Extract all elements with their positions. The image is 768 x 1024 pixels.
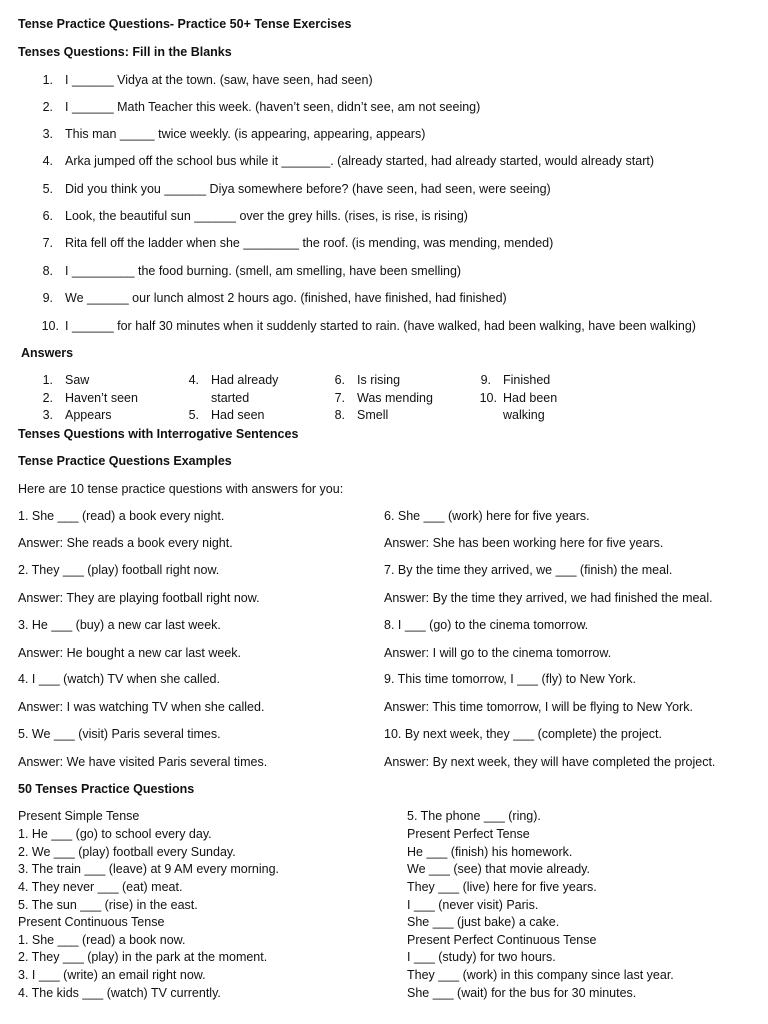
answer-text: Had seen (211, 408, 265, 422)
answer-text: Smell (357, 408, 389, 422)
item-number: 9. (42, 291, 53, 305)
item-text: Rita fell off the ladder when she ________ the roof. (is mending, was mending, mended) (65, 236, 554, 250)
item-number: 1. (42, 73, 53, 87)
list-item: 4. The kids ___ (watch) TV currently. (18, 986, 221, 1000)
item-number: 2. (42, 100, 53, 114)
answer-line: Answer: We have visited Paris several times. (18, 755, 268, 769)
answer-number: 10. (479, 391, 497, 405)
question-line: 10. By next week, they ___ (complete) the project. (384, 727, 662, 741)
answer-line: Answer: I will go to the cinema tomorrow. (384, 646, 612, 660)
item-text: Look, the beautiful sun ______ over the grey hills. (rises, is rise, is rising) (65, 209, 468, 223)
answer-number: 3. (42, 408, 53, 422)
answer-line: Answer: This time tomorrow, I will be flying to New York. (384, 700, 693, 714)
question-line: 8. I ___ (go) to the cinema tomorrow. (384, 618, 589, 632)
answers-heading: Answers (21, 346, 74, 360)
list-item: 2. We ___ (play) football every Sunday. (18, 845, 236, 859)
list-item: 4. They never ___ (eat) meat. (18, 880, 183, 894)
list-item: They ___ (live) here for five years. (407, 880, 597, 894)
tense-subheading: Present Simple Tense (18, 809, 140, 823)
item-text: I _________ the food burning. (smell, am smelling, have been smelling) (65, 264, 462, 278)
answer-line: Answer: She reads a book every night. (18, 536, 233, 550)
answer-line: Answer: He bought a new car last week. (18, 646, 242, 660)
list-item: They ___ (work) in this company since last year. (407, 968, 674, 982)
answer-text: Is rising (357, 373, 401, 387)
answer-number: 4. (188, 373, 199, 387)
section-heading-interrogative: Tenses Questions with Interrogative Sentences (18, 427, 299, 441)
question-line: 2. They ___ (play) football right now. (18, 563, 220, 577)
item-text: I ______ for half 30 minutes when it suddenly started to rain. (have walked, had been walking, have been walking) (65, 319, 696, 333)
answer-text: Appears (65, 408, 112, 422)
item-text: Did you think you ______ Diya somewhere before? (have seen, had seen, were seeing) (65, 182, 551, 196)
answer-text: Haven’t seen (65, 391, 138, 405)
list-item: 1. She ___ (read) a book now. (18, 933, 186, 947)
answer-number: 9. (480, 373, 491, 387)
list-item: She ___ (just bake) a cake. (407, 915, 560, 929)
section-heading-50-tenses: 50 Tenses Practice Questions (18, 782, 195, 796)
item-number: 5. (42, 182, 53, 196)
question-line: 6. She ___ (work) here for five years. (384, 509, 590, 523)
question-line: 1. She ___ (read) a book every night. (18, 509, 225, 523)
item-number: 8. (42, 264, 53, 278)
item-text: This man _____ twice weekly. (is appearing, appearing, appears) (65, 127, 426, 141)
answer-text: Finished (503, 373, 551, 387)
answer-text: started (211, 391, 250, 405)
question-line: 5. We ___ (visit) Paris several times. (18, 727, 221, 741)
item-text: I ______ Math Teacher this week. (haven’t seen, didn’t see, am not seeing) (65, 100, 481, 114)
list-item: 1. He ___ (go) to school every day. (18, 827, 212, 841)
question-line: 3. He ___ (buy) a new car last week. (18, 618, 221, 632)
list-item: 2. They ___ (play) in the park at the moment. (18, 950, 268, 964)
item-text: We ______ our lunch almost 2 hours ago. (finished, have finished, had finished) (65, 291, 507, 305)
list-item: 3. I ___ (write) an email right now. (18, 968, 206, 982)
item-number: 4. (42, 154, 53, 168)
question-line: 4. I ___ (watch) TV when she called. (18, 672, 220, 686)
list-item: 5. The phone ___ (ring). (407, 809, 541, 823)
list-item: I ___ (never visit) Paris. (407, 898, 539, 912)
answer-text: Was mending (357, 391, 433, 405)
section-subheading-examples: Tense Practice Questions Examples (18, 454, 232, 468)
page-title: Tense Practice Questions- Practice 50+ Tense Exercises (18, 17, 352, 31)
item-text: I ______ Vidya at the town. (saw, have seen, had seen) (65, 73, 373, 87)
answer-number: 7. (334, 391, 345, 405)
item-number: 10. (41, 319, 59, 333)
answer-text: walking (503, 408, 545, 422)
list-item: 3. The train ___ (leave) at 9 AM every morning. (18, 862, 280, 876)
answer-line: Answer: She has been working here for five years. (384, 536, 664, 550)
answer-number: 6. (334, 373, 345, 387)
answer-line: Answer: By the time they arrived, we had finished the meal. (384, 591, 713, 605)
item-number: 7. (42, 236, 53, 250)
list-item: He ___ (finish) his homework. (407, 845, 573, 859)
tense-subheading: Present Perfect Tense (407, 827, 530, 841)
answer-text: Had already (211, 373, 279, 387)
list-item: I ___ (study) for two hours. (407, 950, 556, 964)
list-item: We ___ (see) that movie already. (407, 862, 590, 876)
question-line: 7. By the time they arrived, we ___ (finish) the meal. (384, 563, 673, 577)
question-line: 9. This time tomorrow, I ___ (fly) to New York. (384, 672, 636, 686)
answer-number: 2. (42, 391, 53, 405)
list-item: She ___ (wait) for the bus for 30 minutes. (407, 986, 637, 1000)
answer-text: Had been (503, 391, 558, 405)
item-text: Arka jumped off the school bus while it _______. (already started, had already started, would already start) (65, 154, 654, 168)
intro-text: Here are 10 tense practice questions with answers for you: (18, 482, 344, 496)
answer-line: Answer: They are playing football right now. (18, 591, 260, 605)
answer-line: Answer: I was watching TV when she called. (18, 700, 265, 714)
answer-number: 8. (334, 408, 345, 422)
answer-line: Answer: By next week, they will have completed the project. (384, 755, 716, 769)
answer-number: 5. (188, 408, 199, 422)
list-item: 5. The sun ___ (rise) in the east. (18, 898, 198, 912)
answer-text: Saw (65, 373, 90, 387)
section-heading-fill-blanks: Tenses Questions: Fill in the Blanks (18, 45, 232, 59)
item-number: 6. (42, 209, 53, 223)
tense-subheading: Present Continuous Tense (18, 915, 165, 929)
tense-subheading: Present Perfect Continuous Tense (407, 933, 597, 947)
item-number: 3. (42, 127, 53, 141)
answer-number: 1. (42, 373, 53, 387)
